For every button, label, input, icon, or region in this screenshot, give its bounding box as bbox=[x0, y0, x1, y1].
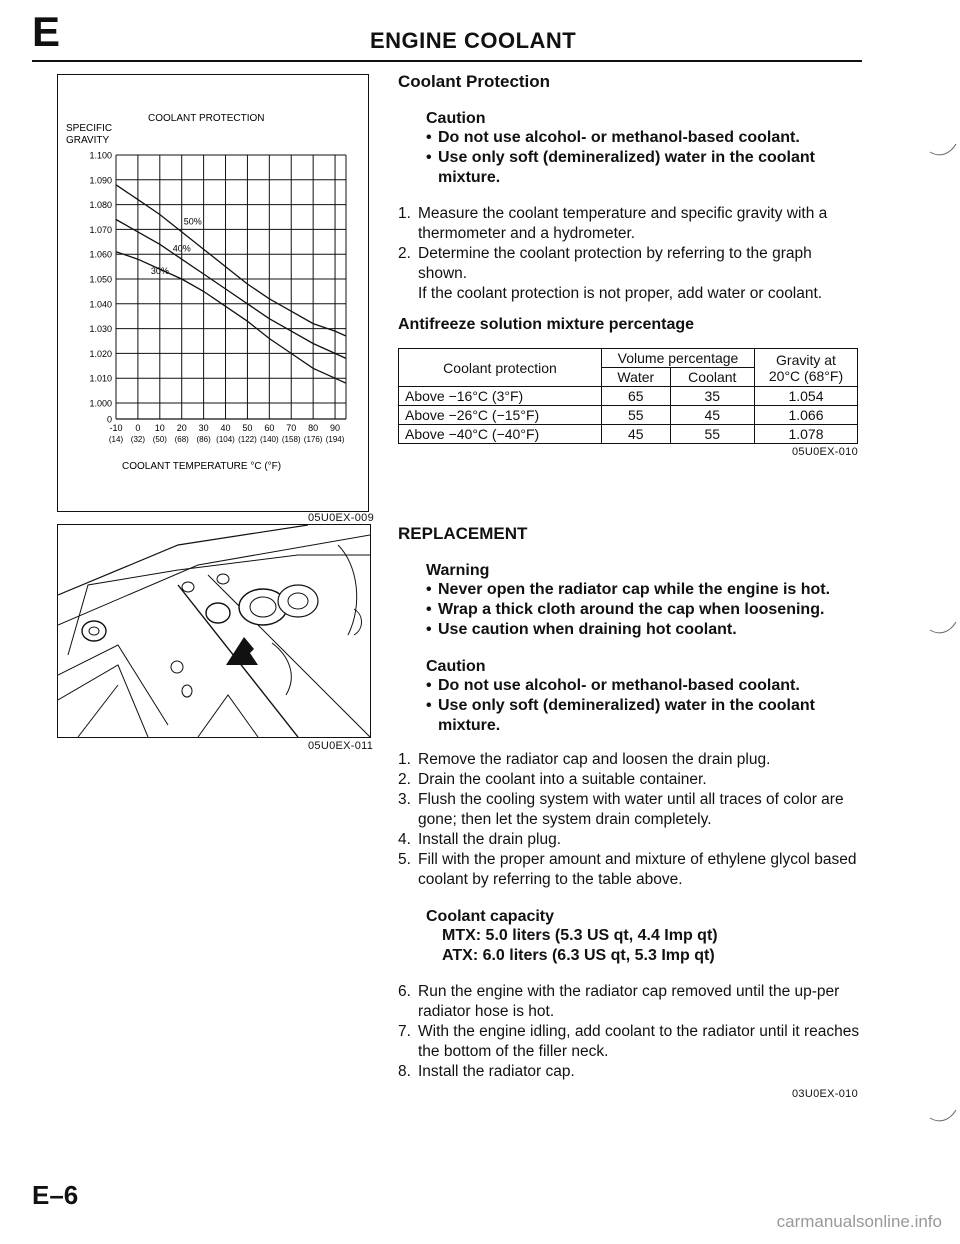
x-tick-label: 10 bbox=[154, 423, 165, 433]
y-tick-label: 1.050 bbox=[89, 274, 112, 285]
capacity-title: Coolant capacity bbox=[426, 908, 555, 925]
y-tick-label: 1.080 bbox=[89, 200, 112, 211]
warning-item: • Wrap a thick cloth around the cap when loosening. bbox=[408, 600, 864, 620]
step-item: 1. Remove the radiator cap and loosen the drain plug. bbox=[398, 751, 771, 768]
replacement-heading: REPLACEMENT bbox=[398, 524, 528, 543]
th-gravity: Gravity at 20°C (68°F) bbox=[755, 349, 858, 387]
warning-item: • Use caution when draining hot coolant. bbox=[408, 620, 864, 640]
step-item: 3. Flush the cooling system with water until all traces of color are gone; then let the system drain completely. bbox=[398, 791, 844, 828]
step-item: 2. Determine the coolant protection by referring to the graph shown. If the coolant protection is not proper, add water or coolant. bbox=[398, 244, 864, 304]
chart-ylabel-line1: SPECIFIC bbox=[66, 123, 113, 134]
x-tick-label: 40 bbox=[220, 423, 231, 433]
table-row: Above −16°C (3°F) 65 35 1.054 bbox=[399, 387, 858, 406]
watermark: carmanualsonline.info bbox=[776, 1212, 942, 1231]
x-tick-label: 60 bbox=[264, 423, 275, 433]
step-item: 4. Install the drain plug. bbox=[398, 831, 562, 848]
section-letter: E bbox=[32, 8, 61, 55]
series-line-50pct bbox=[116, 185, 346, 336]
y-tick-label: 1.010 bbox=[89, 373, 112, 384]
th-coolant: Coolant bbox=[670, 368, 754, 387]
y-tick-label: 1.070 bbox=[89, 224, 112, 235]
chart-figure-code: 05U0EX-009 bbox=[308, 512, 374, 524]
step-item: 7. With the engine idling, add coolant to the radiator until it reaches the bottom of the filler neck. bbox=[398, 1023, 860, 1060]
step-item: 1. Measure the coolant temperature and specific gravity with a thermometer and a hydrometer. bbox=[398, 205, 828, 242]
radiator-cap-illustration bbox=[57, 524, 371, 738]
coolant-protection-heading: Coolant Protection bbox=[398, 72, 551, 91]
capacity-atx: ATX: 6.0 liters (6.3 US qt, 5.3 Imp qt) bbox=[442, 947, 715, 964]
step-item: 2. Drain the coolant into a suitable container. bbox=[398, 771, 707, 788]
th-water: Water bbox=[602, 368, 671, 387]
coolant-protection-chart bbox=[58, 75, 368, 511]
capacity-mtx: MTX: 5.0 liters (5.3 US qt, 4.4 Imp qt) bbox=[442, 927, 718, 944]
replacement-code: 03U0EX-010 bbox=[792, 1088, 858, 1100]
caution-item: • Use only soft (demineralized) water in the coolant mixture. bbox=[408, 696, 864, 736]
chart-title: COOLANT PROTECTION bbox=[148, 113, 265, 124]
x-tick-label: -10 bbox=[109, 423, 123, 433]
x-tick-label: 80 bbox=[308, 423, 319, 433]
x-tick-label: 70 bbox=[286, 423, 297, 433]
caution-item: • Do not use alcohol- or methanol-based coolant. bbox=[408, 128, 864, 148]
y-tick-label: 0 bbox=[106, 414, 112, 425]
x-tick-label: 0 bbox=[135, 423, 141, 433]
series-label: 30% bbox=[150, 266, 169, 277]
table-row: Above −40°C (−40°F) 45 55 1.078 bbox=[399, 425, 858, 444]
step-item: 6. Run the engine with the radiator cap removed until the up-per radiator hose is hot. bbox=[398, 983, 840, 1020]
y-tick-label: 1.090 bbox=[89, 175, 112, 186]
x-tick-label: 30 bbox=[198, 423, 209, 433]
coolant-protection-chart-figure bbox=[57, 74, 369, 512]
x-tick-label: 90 bbox=[330, 423, 341, 433]
chart-ylabel-line2: GRAVITY bbox=[66, 135, 110, 146]
step-item: 8. Install the radiator cap. bbox=[398, 1063, 575, 1080]
caution-item: • Do not use alcohol- or methanol-based coolant. bbox=[408, 676, 864, 696]
x-tick-label-f: (14) bbox=[108, 435, 124, 444]
replacement-section bbox=[398, 524, 864, 1100]
caution-item: • Use only soft (demineralized) water in the coolant mixture. bbox=[408, 148, 864, 188]
table-code: 05U0EX-010 bbox=[792, 446, 858, 458]
antifreeze-heading: Antifreeze solution mixture percentage bbox=[398, 316, 695, 333]
chart-xlabel: COOLANT TEMPERATURE °C (°F) bbox=[122, 461, 282, 472]
x-tick-label: 20 bbox=[176, 423, 187, 433]
y-tick-label: 1.100 bbox=[89, 150, 112, 161]
header-rule bbox=[32, 60, 862, 62]
x-tick-label: 50 bbox=[242, 423, 253, 433]
x-tick-label-f: (194) bbox=[325, 435, 345, 444]
y-tick-label: 1.000 bbox=[89, 398, 112, 409]
y-tick-label: 1.020 bbox=[89, 348, 112, 359]
th-protection: Coolant protection bbox=[399, 349, 602, 387]
radiator-cap-drawing bbox=[58, 525, 370, 737]
x-tick-label-f: (140) bbox=[259, 435, 279, 444]
x-tick-label-f: (68) bbox=[174, 435, 189, 444]
y-tick-label: 1.060 bbox=[89, 249, 112, 260]
x-tick-label-f: (104) bbox=[216, 435, 235, 444]
warning-item: • Never open the radiator cap while the engine is hot. bbox=[408, 580, 864, 600]
binder-mark bbox=[928, 140, 958, 160]
x-tick-label-f: (176) bbox=[303, 435, 323, 444]
binder-mark bbox=[928, 1106, 958, 1126]
x-tick-label-f: (32) bbox=[130, 435, 146, 444]
x-tick-label-f: (158) bbox=[281, 435, 301, 444]
warning-title: Warning bbox=[426, 562, 490, 579]
photo-figure-code: 05U0EX-011 bbox=[308, 740, 374, 752]
antifreeze-table bbox=[398, 348, 858, 444]
y-tick-label: 1.030 bbox=[89, 324, 112, 335]
x-tick-label-f: (50) bbox=[152, 435, 167, 444]
table-row: Above −26°C (−15°F) 55 45 1.066 bbox=[399, 406, 858, 425]
page-title: ENGINE COOLANT bbox=[370, 28, 577, 53]
caution-title: Caution bbox=[426, 658, 486, 675]
coolant-protection-section bbox=[398, 72, 864, 304]
step-item: 5. Fill with the proper amount and mixture of ethylene glycol based coolant by referring to the table above. bbox=[398, 851, 857, 888]
y-tick-label: 1.040 bbox=[89, 299, 112, 310]
series-label: 50% bbox=[183, 216, 202, 227]
x-tick-label-f: (86) bbox=[196, 435, 211, 444]
x-tick-label-f: (122) bbox=[238, 435, 257, 444]
th-volume: Volume percentage bbox=[602, 349, 755, 368]
antifreeze-section bbox=[398, 316, 864, 458]
step-note: If the coolant protection is not proper, add water or coolant. bbox=[418, 285, 823, 302]
series-line-40pct bbox=[116, 220, 346, 359]
series-label: 40% bbox=[172, 243, 191, 254]
page-number: E–6 bbox=[32, 1180, 79, 1210]
caution-title: Caution bbox=[426, 110, 486, 127]
binder-mark bbox=[928, 618, 958, 638]
